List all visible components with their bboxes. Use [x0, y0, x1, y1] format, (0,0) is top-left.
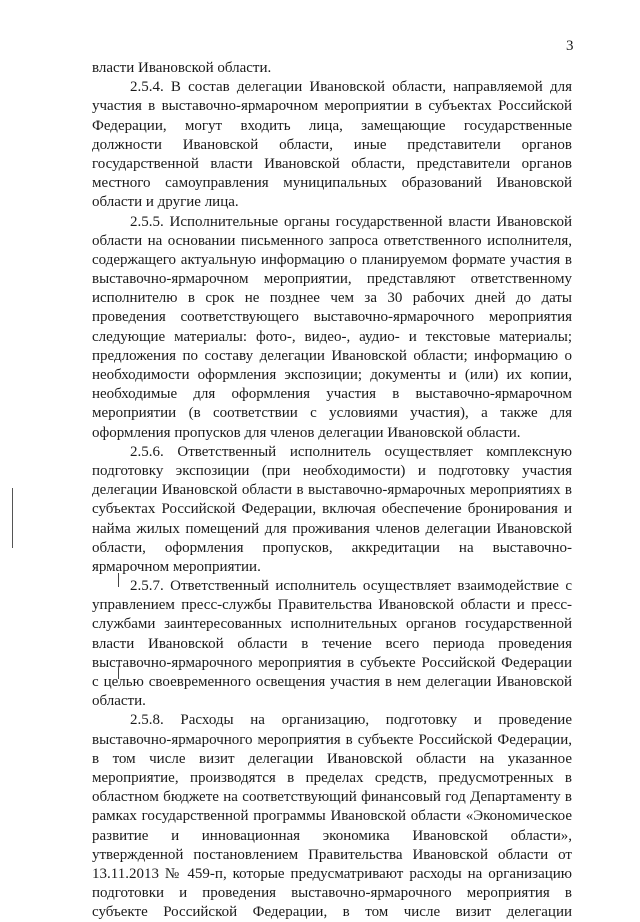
paragraph-2-5-4 — [92, 78, 572, 212]
paragraph-2-5-7 — [92, 577, 572, 711]
text-line: государственной власти Ивановской области, представители органов — [92, 155, 572, 172]
text-line: исполнителю в срок не позднее чем за 30 рабочих дней до даты — [92, 290, 572, 307]
text-line: 2.5.8. Расходы на организацию, подготовку и проведение — [130, 712, 572, 729]
text-line: области и другие лица. — [92, 194, 239, 211]
text-line: выставочно-ярмарочном мероприятии, представляют ответственному — [92, 271, 572, 288]
text-line: делегации Ивановской области в выставочно-ярмарочных мероприятиях в — [92, 482, 572, 499]
text-line: найма жилых помещений для проживания членов делегации Ивановской — [92, 520, 572, 537]
text-line: следующие материалы: фото-, видео-, аудио- и текстовые материалы; — [92, 328, 572, 345]
text-line: мероприятии (в соответствии с условиями участия), а также для — [92, 405, 572, 422]
text-line: должности Ивановской области, иные представители органов — [92, 136, 572, 153]
text-line: необходимые для оформления участия в выставочно-ярмарочном — [92, 386, 572, 403]
text-line: в том числе визит делегации Ивановской области на указанное — [92, 750, 572, 767]
text-line: ярмарочном мероприятии. — [92, 558, 261, 575]
paragraph-2-5-8 — [92, 711, 572, 922]
text-line: мероприятие, производятся в пределах средств, предусмотренных в — [92, 769, 572, 786]
text-line: власти Ивановской области. — [92, 60, 272, 76]
text-line: областном бюджете на соответствующий финансовый год Департаменту в — [92, 789, 572, 806]
text-line: местного самоуправления муниципальных образований Ивановской — [92, 175, 572, 192]
paragraph-2-5-5 — [92, 213, 572, 443]
scan-margin-mark — [12, 488, 13, 548]
text-line: области, оформления пропусков, аккредитации на выставочно- — [92, 539, 572, 556]
text-line: необходимости оформления экспозиции; документы и (или) их копии, — [92, 367, 572, 383]
text-line: предложения по составу делегации Ивановской области; информацию о — [92, 347, 572, 364]
text-line: с целью своевременного освещения участия в нем делегации Ивановской — [92, 674, 572, 690]
text-line: выставочно-ярмарочного мероприятия в субъекте Российской Федерации, — [92, 731, 572, 748]
text-line: развитие и инновационная экономика Ивановской области», — [92, 827, 572, 844]
text-line: управлением пресс-службы Правительства Ивановской области и пресс- — [92, 597, 572, 614]
paragraph-continuation — [92, 59, 572, 78]
text-line: выставочно-ярмарочного мероприятия в субъекте Российской Федерации — [92, 654, 572, 671]
text-line: оформления пропусков для членов делегации Ивановской области. — [92, 424, 521, 441]
text-line: 2.5.4. В состав делегации Ивановской области, направляемой для — [130, 79, 572, 96]
text-line: области на основании письменного запроса ответственного исполнителя, — [92, 232, 572, 249]
text-line: субъекте Российской Федерации, в том числе визит делегации — [92, 904, 572, 921]
page-number: 3 — [566, 38, 574, 54]
text-line: области. — [92, 693, 146, 710]
text-line: содержащего актуальную информацию о планируемом формате участия в — [92, 251, 572, 268]
paragraph-2-5-6 — [92, 443, 572, 577]
text-line: проведения соответствующего выставочно-ярмарочного мероприятия — [92, 309, 572, 326]
text-line: 13.11.2013 № 459-п, которые предусматривают расходы на организацию — [92, 865, 572, 882]
text-line: службами заинтересованных исполнительных органов государственной — [92, 616, 572, 633]
text-line: 2.5.7. Ответственный исполнитель осуществляет взаимодействие с — [130, 578, 572, 595]
text-line: подготовки и проведения выставочно-ярмарочного мероприятия в — [92, 885, 572, 902]
text-line: власти Ивановской области в течение всего периода проведения — [92, 635, 572, 652]
document-body — [92, 59, 572, 922]
text-line: утвержденной постановлением Правительства Ивановской области от — [92, 846, 572, 863]
text-line: 2.5.6. Ответственный исполнитель осуществляет комплексную — [130, 443, 572, 460]
text-line: Федерации, могут входить лица, замещающие государственные — [92, 117, 572, 134]
text-line: рамках государственной программы Ивановской области «Экономическое — [92, 808, 572, 825]
text-line: подготовку экспозиции (при необходимости) и подготовку участия — [92, 462, 572, 479]
text-line: участия в выставочно-ярмарочном мероприятии в субъектах Российской — [92, 98, 572, 115]
text-line: субъектах Российской Федерации, включая обеспечение бронирования и — [92, 501, 572, 518]
text-line: 2.5.5. Исполнительные органы государственной власти Ивановской — [130, 213, 572, 230]
